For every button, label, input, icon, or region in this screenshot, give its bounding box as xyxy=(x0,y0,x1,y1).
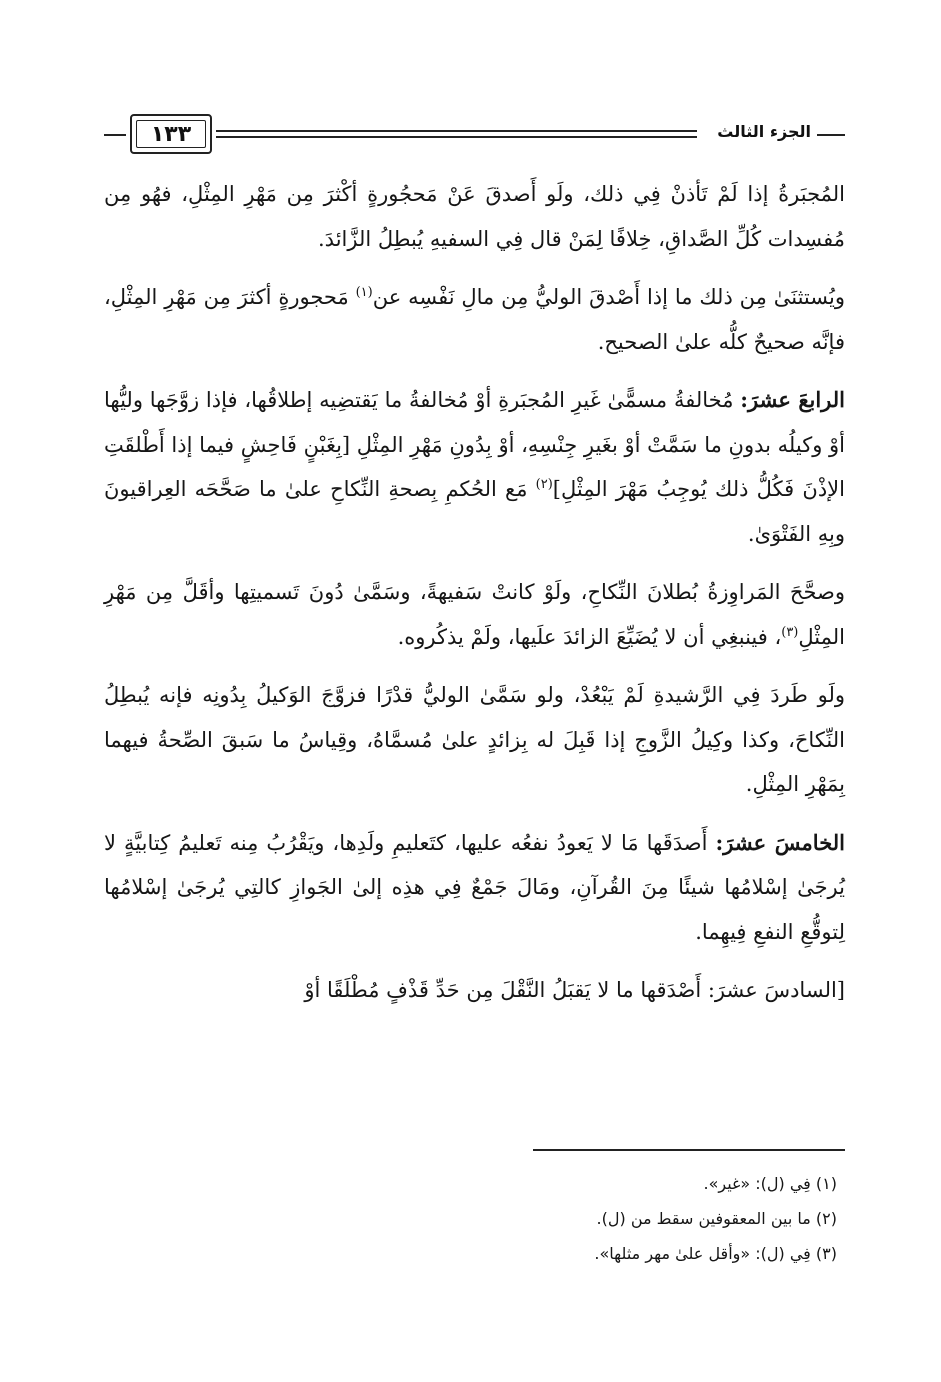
footnote-ref: (٢) xyxy=(535,477,553,492)
paragraph xyxy=(104,378,845,556)
paragraph-text: المُجبَرةُ إذا لَمْ تَأذنْ فِي ذلك، ولَو أَصدقَ عَنْ مَحجُورةٍ أكْثرَ مِن مَهْرِ المِثْلِ، فهُو مِن مُفسِدات كُلِّ الصَّداقِ، خِلافًا لِمَنْ قال فِي السفيهِ يُبطِلُ الزَّائدَ. xyxy=(104,182,845,251)
paragraph xyxy=(104,673,845,807)
footnote: (٢) ما بين المعقوفين سقط من (ل). xyxy=(596,1209,837,1228)
paragraph-text: ولَو طَردَ فِي الرَّشيدةِ لَمْ يَبْعُدْ، ولو سَمَّىٰ الوليُّ قدْرًا فزوَّجَ الوَكيلُ بِدُونِه فإنه يُبطِلُ النِّكاحَ، وكذا وكِيلُ الزَّوجِ إذا قَبِلَ له بِزائدٍ علىٰ مُسمَّاهُ، وقِياسُ ما سَبقَ الصِّحةُ فيهما بِمَهْرِ المِثْلِ. xyxy=(104,683,845,796)
paragraph-text: ويُستثنَىٰ مِن ذلك ما إذا أَصْدقَ الوليُّ مِن مالِ نَفْسِه عن xyxy=(372,285,845,309)
paragraph-text: مَع الحُكمِ بِصحةِ النِّكاحِ علىٰ ما صَحَّحَه العِراقيونَ وبِهِ الفَتْوَىٰ. xyxy=(104,477,845,546)
footnote-ref: (٣) xyxy=(781,624,799,640)
paragraph xyxy=(104,172,845,261)
paragraph-text: أَصْدَقها ما لا يَقبَلُ النَّقْلَ مِن حَدِّ قَذْفٍ مُطْلَقًا أوْ xyxy=(304,978,708,1002)
paragraph-text: ، فينبغِي أن لا يُضَيِّعَ الزائدَ علَيها، ولَمْ يذكُروه. xyxy=(397,624,782,649)
footnote-ref: (١) xyxy=(355,285,373,300)
paragraph xyxy=(104,570,845,659)
section-lead: الرابعَ عشرَ: xyxy=(740,387,845,412)
header-rule xyxy=(216,130,697,138)
paragraph xyxy=(104,968,845,1013)
section-lead: [السادسَ عشرَ: xyxy=(707,978,845,1002)
page-number-frame xyxy=(130,114,212,154)
page-header xyxy=(104,114,845,158)
header-dash-right xyxy=(817,134,845,136)
footnote-separator xyxy=(533,1149,845,1151)
section-lead: الخامسَ عشرَ: xyxy=(715,829,845,855)
paragraph-text: مُخالفةُ مسمًّىٰ غَيرِ المُجبَرةِ أوْ مُخالفةُ ما يَقتضِيه إطلاقُها، فإذا زوَّجَها وليُّها أوْ وكيلُه بدونِ ما سَمَّتْ أوْ بغَيرِ جِنْسِهِ، أوْ بِدُونِ مَهْرِ المِثْلِ [بِغَبْنٍ فَاحِشٍ فيما إذا أَطْلقَتِ الإذْنَ فَكُلُّ ذلك يُوجِبُ مَهْرَ المِثْلِ] xyxy=(104,388,845,501)
paragraph-text: مَحجورةٍ أكثرَ مِن مَهْرِ المِثْلِ، فإنَّه صحيحٌ كلُّه علىٰ الصحيح. xyxy=(104,285,845,354)
paragraph xyxy=(104,275,845,364)
header-dash-left xyxy=(104,134,126,136)
footnote: (١) فِي (ل): «غير». xyxy=(703,1174,837,1193)
footnote: (٣) فِي (ل): «وأقل علىٰ مهر مثلها». xyxy=(594,1244,837,1263)
footnotes xyxy=(300,1166,837,1271)
main-text xyxy=(104,172,845,1027)
paragraph xyxy=(104,821,845,955)
paragraph-text: وصحَّحَ المَراوِزةُ بُطلانَ النِّكاحِ، ولَوْ كانتْ سَفيهةً، وسَمَّىٰ دُونَ تَسميتِها وأقَلَّ مِن مَهْرِ المِثْلِ xyxy=(104,580,845,649)
paragraph-text: أَصدَقَها مَا لا يَعودُ نفعُه عليها، كتَعليمِ ولَدِها، ويَقْرُبُ مِنه تَعليمُ كِتابيَّةٍ لا يُرجَىٰ إسْلامُها شيئًا مِنَ القُرآنِ، ومَالَ جَمْعٌ فِي هذِه إلىٰ الجَوازِ كالتِي يُرجَىٰ إسْلامُها لِتوقُّعِ النفعِ فِيهِما. xyxy=(104,830,845,944)
running-title: الجزء الثالث xyxy=(717,122,811,141)
page-number: ١٣٣ xyxy=(150,121,192,147)
